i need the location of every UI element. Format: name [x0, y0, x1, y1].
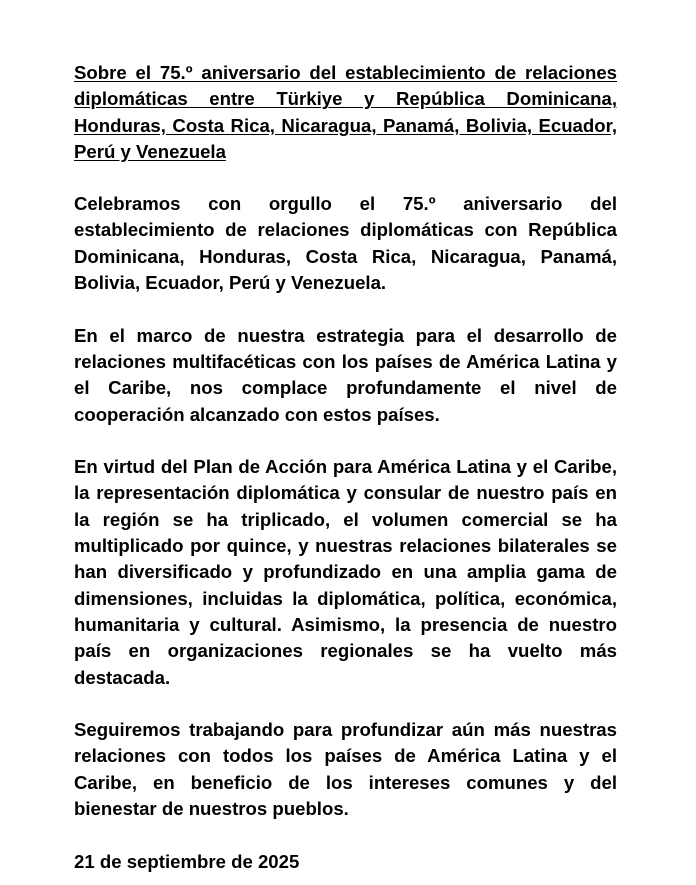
press-release-page: [74, 60, 617, 875]
paragraph-action-plan: En virtud del Plan de Acción para América Latina y el Caribe, la representación diplomática y consular de nuestro país en la región se ha triplicado, el volumen comercial se ha multiplicado por quince, y nuestras relaciones bilaterales se han diversificado y profundizado en una amplia gama de dimensiones, incluidas la diplomática, política, económica, humanitaria y cultural. Asimismo, la presencia de nuestro país en organizaciones regionales se ha vuelto más destacada.: [74, 456, 617, 688]
paragraph-future-work: Seguiremos trabajando para profundizar aún más nuestras relaciones con todos los países de América Latina y el Caribe, en beneficio de los intereses comunes y del bienestar de nuestros pueblos.: [74, 719, 617, 820]
paragraph-strategy: En el marco de nuestra estrategia para el desarrollo de relaciones multifacéticas con los países de América Latina y el Caribe, nos complace profundamente el nivel de cooperación alcanzado con estos países.: [74, 324, 617, 425]
paragraph-celebration: Celebramos con orgullo el 75.º aniversario del establecimiento de relaciones diplomáticas con República Dominicana, Honduras, Costa Rica, Nicaragua, Panamá, Bolivia, Ecuador, Perú y Venezuela.: [74, 193, 617, 294]
document-title: Sobre el 75.º aniversario del establecimiento de relaciones diplomáticas entre Türkiye y República Dominicana, Honduras, Costa Rica, Nicaragua, Panamá, Bolivia, Ecuador, Perú y Venezuela: [74, 62, 617, 162]
document-date: 21 de septiembre de 2025: [74, 850, 300, 872]
